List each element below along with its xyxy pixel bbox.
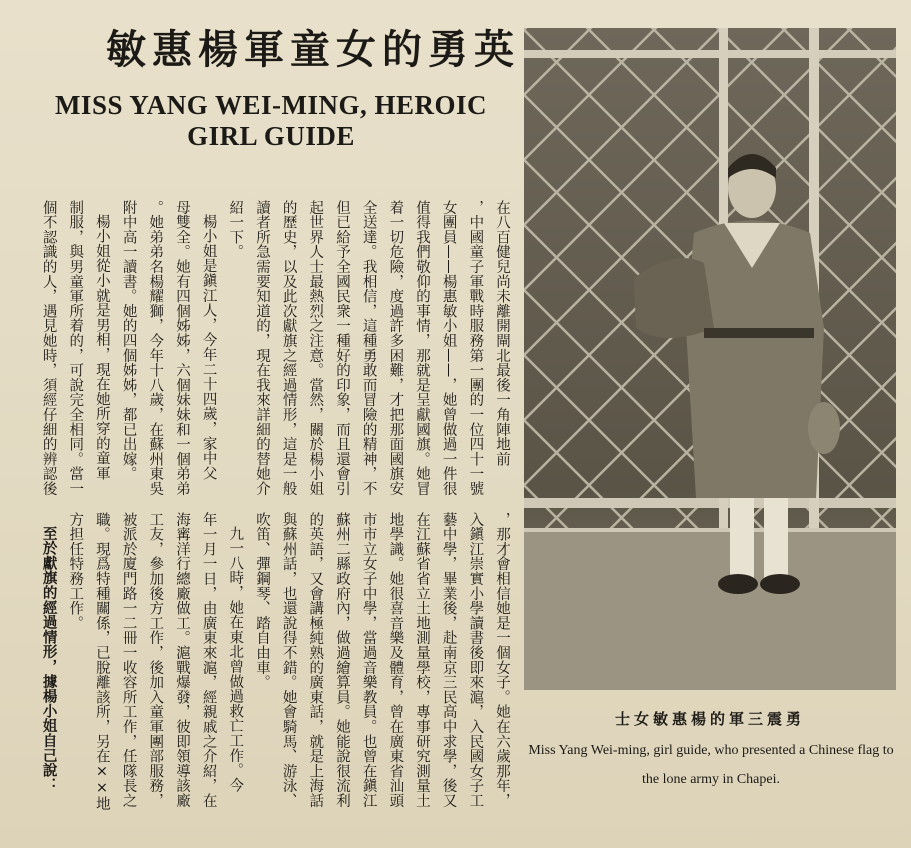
text-column: ，那才會相信她是一個女子。她在六歲那年， [494,512,510,808]
text-column: 年一月一日，由廣東來滬，經親戚之介紹，在 [200,512,217,808]
text-column: 的英語，又會講極純熟的廣東話，就是上海話 [307,512,324,808]
text-column: 藝中學，畢業後，赴南京三民高中求學，後又 [440,512,457,808]
text-column: 讀者所急需要知道的，現在我來詳細的替她介 [253,200,270,496]
text-column: 蘇州二縣政府內，做過繪算員。她能說很流利 [333,512,350,808]
text-column: 市市立女子中學，當過音樂教員。也曾在鎭江 [360,512,377,808]
text-column: 在八百健兒尚未離開閘北最後一角陣地前 [494,200,510,467]
article-text-lower [36,512,516,842]
text-column: 工友，參加後方工作，後加入童軍團部服務， [147,512,164,808]
text-column: 制服，與男童軍所着的，可說完全相同。當一 [67,200,84,496]
text-column: 入鎭江崇實小學讀書後即來滬，入民國女子工 [467,512,484,808]
text-column: 與蘇州話，也還說得不錯。她會騎馬、游泳、 [280,512,297,808]
text-column: 值得我們敬仰的事情，那就是呈獻國旗。她冒 [413,200,430,496]
text-column: ，中國童子軍戰時服務第一團的一位四十一號 [467,200,484,496]
portrait-photo [524,28,896,690]
article-text-upper [36,200,516,500]
text-column: 職。現爲特種關係，已脫離該所，另在××地 [93,512,110,811]
text-column: 着一切危險，度過許多困難，才把那面國旗安 [387,200,404,496]
text-column: 地學識。她很喜音樂及體育，曾在廣東省汕頭 [387,512,404,808]
text-column: 附中高一讀書。她的四個姊姊，都已出嫁。 [120,200,137,482]
text-column: 母雙全。她有四個姊姊，六個妹妹和一個弟弟 [173,200,190,496]
text-column: 女團員——楊惠敏小姐——，她曾做過一件很 [440,200,457,496]
text-column: 楊小姐從小就是男相，現在她所穿的童軍 [93,214,110,481]
text-column: 在江蘇省省立土地測量學校，專事研究測量土 [413,512,430,808]
text-column: 紹一下。 [227,200,244,260]
text-column: 至於獻旗的經過情形，據楊小姐自己說： [40,526,57,793]
text-column: 的歷史，以及此次獻旗之經過情形，這是一般 [280,200,297,496]
text-column: 個不認識的人，遇見她時，須經仔細的辨認後 [40,200,57,496]
text-column: 楊小姐是鎭江人，今年二十四歲，家中父 [200,214,217,481]
text-column: 方担任特務工作。 [67,512,84,631]
text-column: 。她弟弟名楊耀獅，今年十八歲，在蘇州東吳 [147,200,164,496]
chinese-headline: 英勇的女童軍楊惠敏 [106,27,520,73]
photo-caption-english: Miss Yang Wei-ming, girl guide, who presented a Chinese flag to the lone army in Chapei. [528,743,894,787]
text-column: 被派於廈門路一二冊一收容所工作，任隊長之 [120,512,137,808]
text-column: 起世界人士最熱烈之注意。當然，關於楊小姐 [307,200,324,496]
photo-caption-chinese: 勇震三軍的楊惠敏女士 [614,710,805,728]
english-headline: MISS YANG WEI-MING, HEROIC GIRL GUIDE [54,90,488,151]
text-column: 九一八時，她在東北曾做過救亡工作。今 [227,526,244,793]
text-column: 吹笛、彈鋼琴、踏自由車。 [253,512,270,690]
photo-illustration [524,28,896,690]
text-column: 海寗洋行總廠做工。滬戰爆發，彼即領導該廠 [173,512,190,808]
text-column: 全送達。我相信，這種勇敢而冒險的精神，不 [360,200,377,496]
text-column: 但已給予全國民衆一種好的印象，而且還會引 [333,200,350,496]
